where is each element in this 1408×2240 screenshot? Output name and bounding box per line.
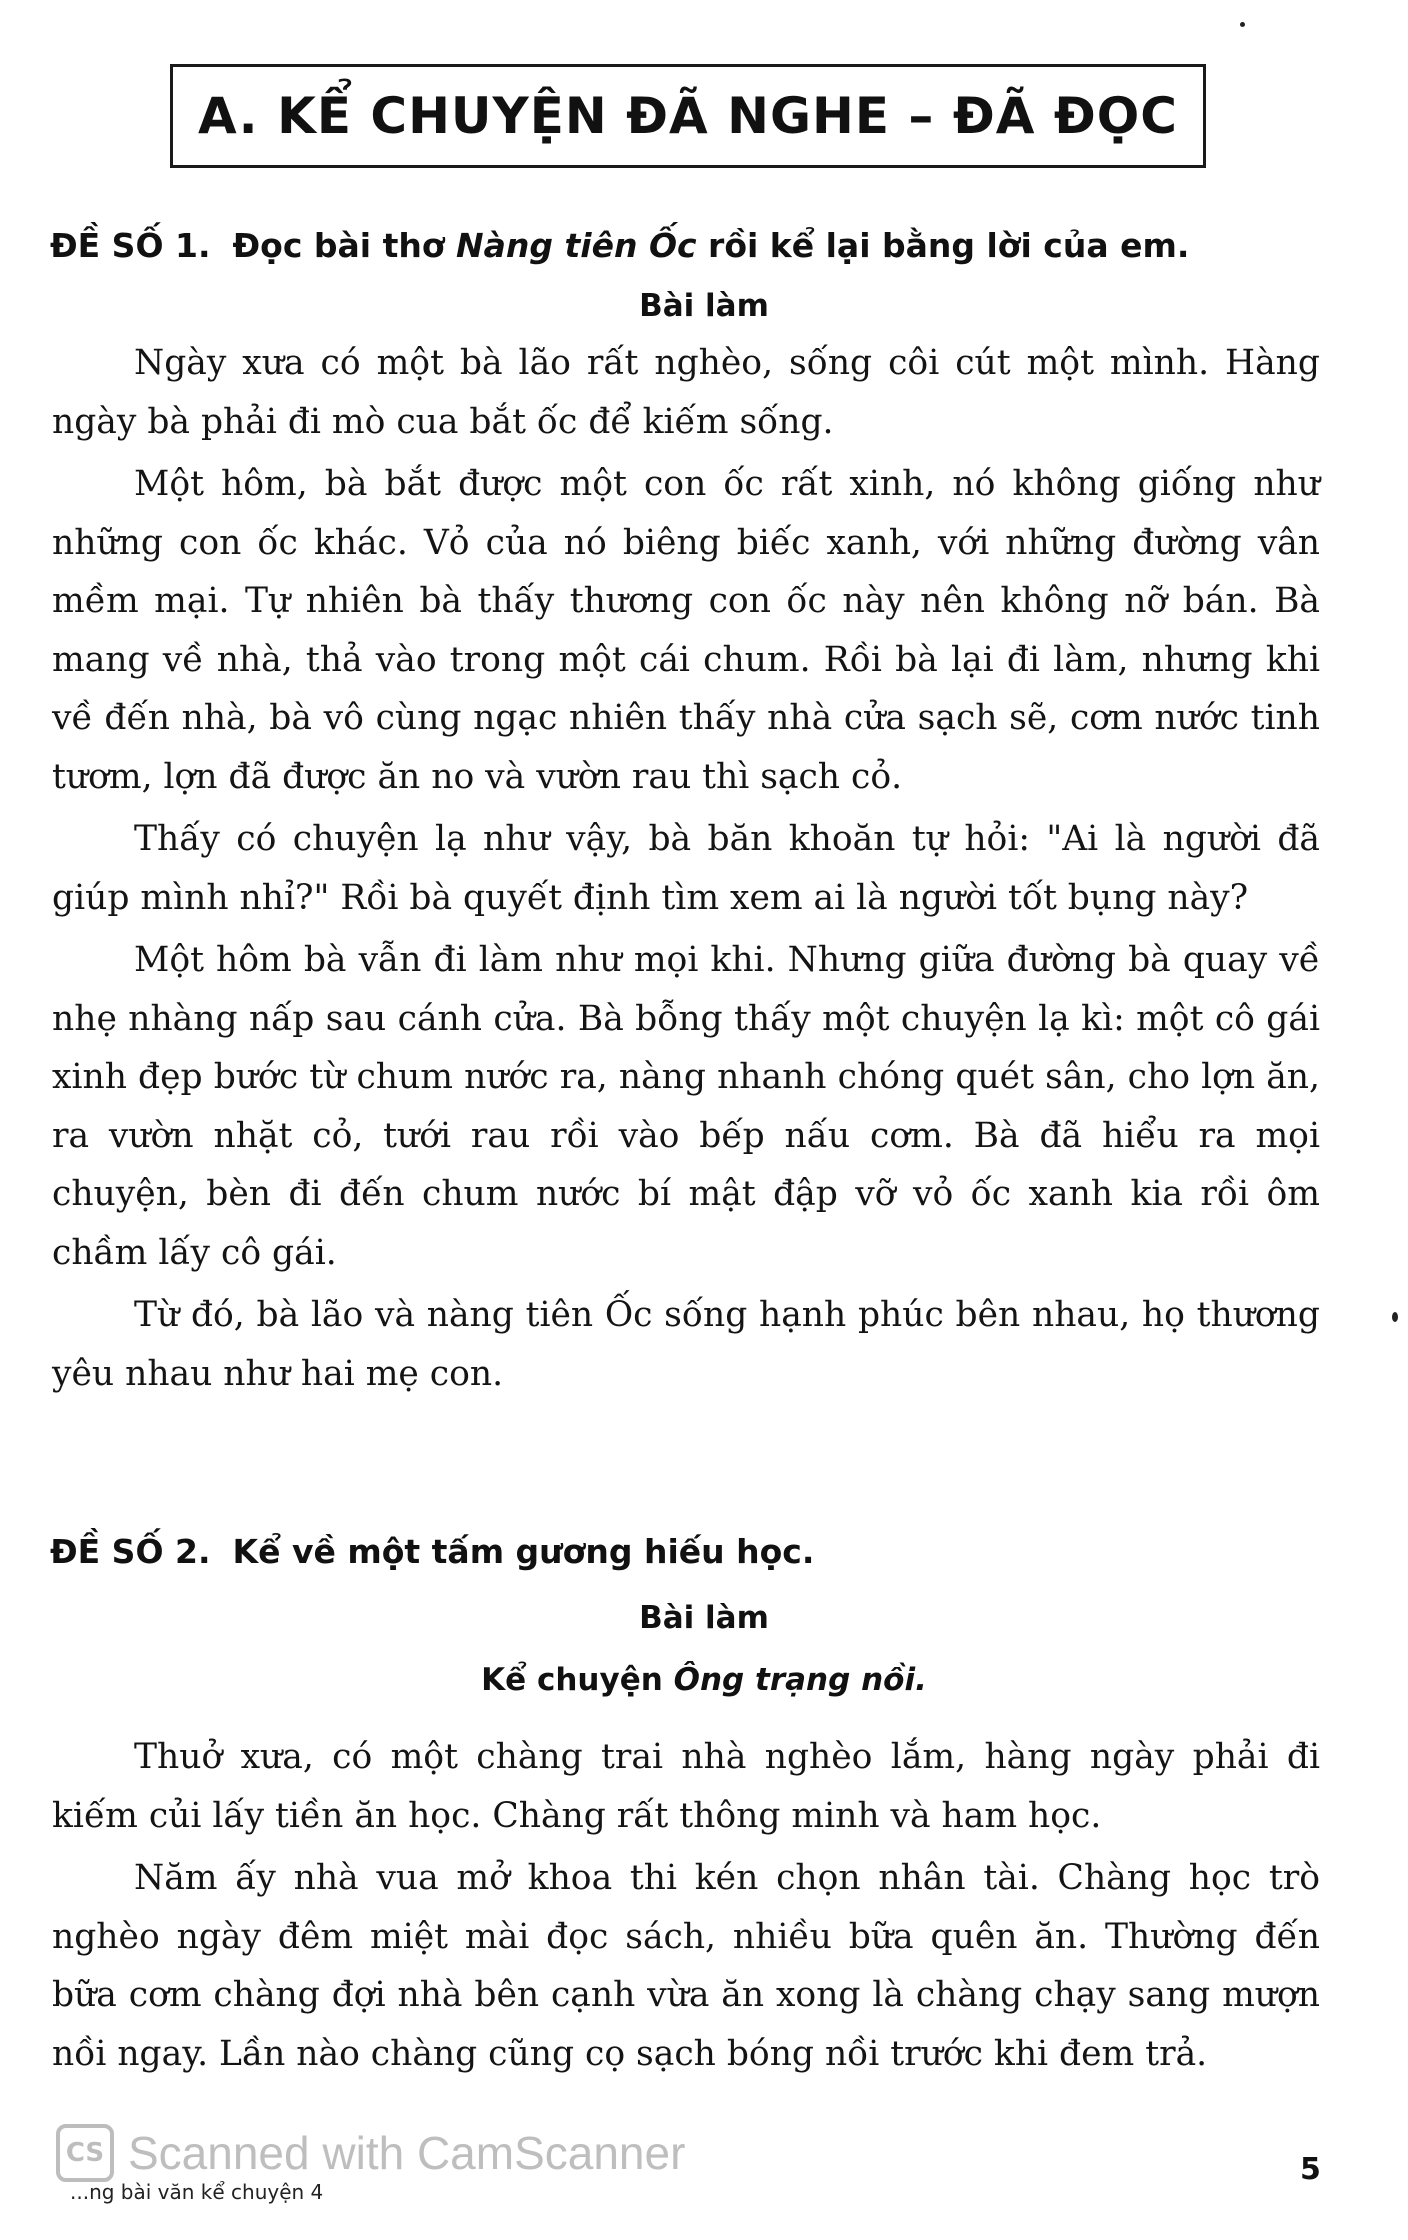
book-title-footer: ...ng bài văn kể chuyện 4: [70, 2180, 324, 2204]
exercise-1-answer-text: [52, 334, 1320, 1403]
scanner-watermark: [56, 2124, 685, 2182]
section-title-box: [170, 64, 1206, 168]
exercise-2-number: ĐỀ SỐ 2.: [50, 1532, 211, 1571]
exercise-2-prompt: Kể về một tấm gương hiếu học.: [232, 1532, 815, 1571]
exercise-1-prompt-start: Đọc bài thơ: [232, 226, 456, 265]
scan-speck: [1240, 22, 1245, 27]
paragraph: Năm ấy nhà vua mở khoa thi kén chọn nhân tài. Chàng học trò nghèo ngày đêm miệt mài đọc sách, nhiều bữa quên ăn. Thường đến bữa cơm chàng đợi nhà bên cạnh vừa ăn xong là chàng chạy sang mượn nồi ngay. Lần nào chàng cũng cọ sạch bóng nồi trước khi đem trả.: [52, 1858, 1320, 2074]
page-number: 5: [1300, 2152, 1321, 2187]
exercise-2-story-title: [0, 1662, 1408, 1698]
exercise-2-answer-label: Bài làm: [639, 1600, 769, 1636]
paragraph: Ngày xưa có một bà lão rất nghèo, sống côi cút một mình. Hàng ngày bà phải đi mò cua bắt ốc để kiếm sống.: [52, 343, 1320, 442]
exercise-2-heading: [50, 1532, 814, 1571]
story-title-name: Ông trạng nồi.: [673, 1662, 927, 1698]
paragraph: Từ đó, bà lão và nàng tiên Ốc sống hạnh phúc bên nhau, họ thương yêu nhau như hai mẹ con.: [52, 1295, 1320, 1394]
paragraph: Một hôm, bà bắt được một con ốc rất xinh, nó không giống như những con ốc khác. Vỏ của nó biêng biếc xanh, với những đường vân mềm mại. Tự nhiên bà thấy thương con ốc này nên không nỡ bán. Bà mang về nhà, thả vào trong một cái chum. Rồi bà lại đi làm, nhưng khi về đến nhà, bà vô cùng ngạc nhiên thấy nhà cửa sạch sẽ, cơm nước tinh tươm, lợn đã được ăn no và vườn rau thì sạch cỏ.: [52, 464, 1320, 797]
watermark-text: Scanned with CamScanner: [128, 2127, 686, 2179]
section-title: A. KỂ CHUYỆN ĐÃ NGHE – ĐÃ ĐỌC: [198, 87, 1178, 145]
camscanner-logo-icon: CS: [56, 2124, 114, 2182]
exercise-1-poem-title: Nàng tiên Ốc: [456, 226, 697, 265]
exercise-1-answer-label: Bài làm: [639, 288, 769, 324]
exercise-1-heading: [50, 226, 1189, 265]
story-title-prefix: Kể chuyện: [481, 1662, 674, 1698]
paragraph: Thấy có chuyện lạ như vậy, bà băn khoăn tự hỏi: "Ai là người đã giúp mình nhỉ?" Rồi bà quyết định tìm xem ai là người tốt bụng này?: [52, 819, 1320, 918]
scan-speck: [1392, 1312, 1398, 1322]
exercise-1-number: ĐỀ SỐ 1.: [50, 226, 211, 265]
paragraph: Một hôm bà vẫn đi làm như mọi khi. Nhưng giữa đường bà quay về nhẹ nhàng nấp sau cánh cửa. Bà bỗng thấy một chuyện lạ kì: một cô gái xinh đẹp bước từ chum nước ra, nàng nhanh chóng quét sân, cho lợn ăn, ra vườn nhặt cỏ, tưới rau rồi vào bếp nấu cơm. Bà đã hiểu ra mọi chuyện, bèn đi đến chum nước bí mật đập vỡ vỏ ốc xanh kia rồi ôm chầm lấy cô gái.: [52, 940, 1320, 1273]
exercise-2-answer-text: [52, 1728, 1320, 2083]
paragraph: Thuở xưa, có một chàng trai nhà nghèo lắm, hàng ngày phải đi kiếm củi lấy tiền ăn học. Chàng rất thông minh và ham học.: [52, 1737, 1320, 1836]
exercise-1-prompt-end: rồi kể lại bằng lời của em.: [696, 226, 1190, 265]
